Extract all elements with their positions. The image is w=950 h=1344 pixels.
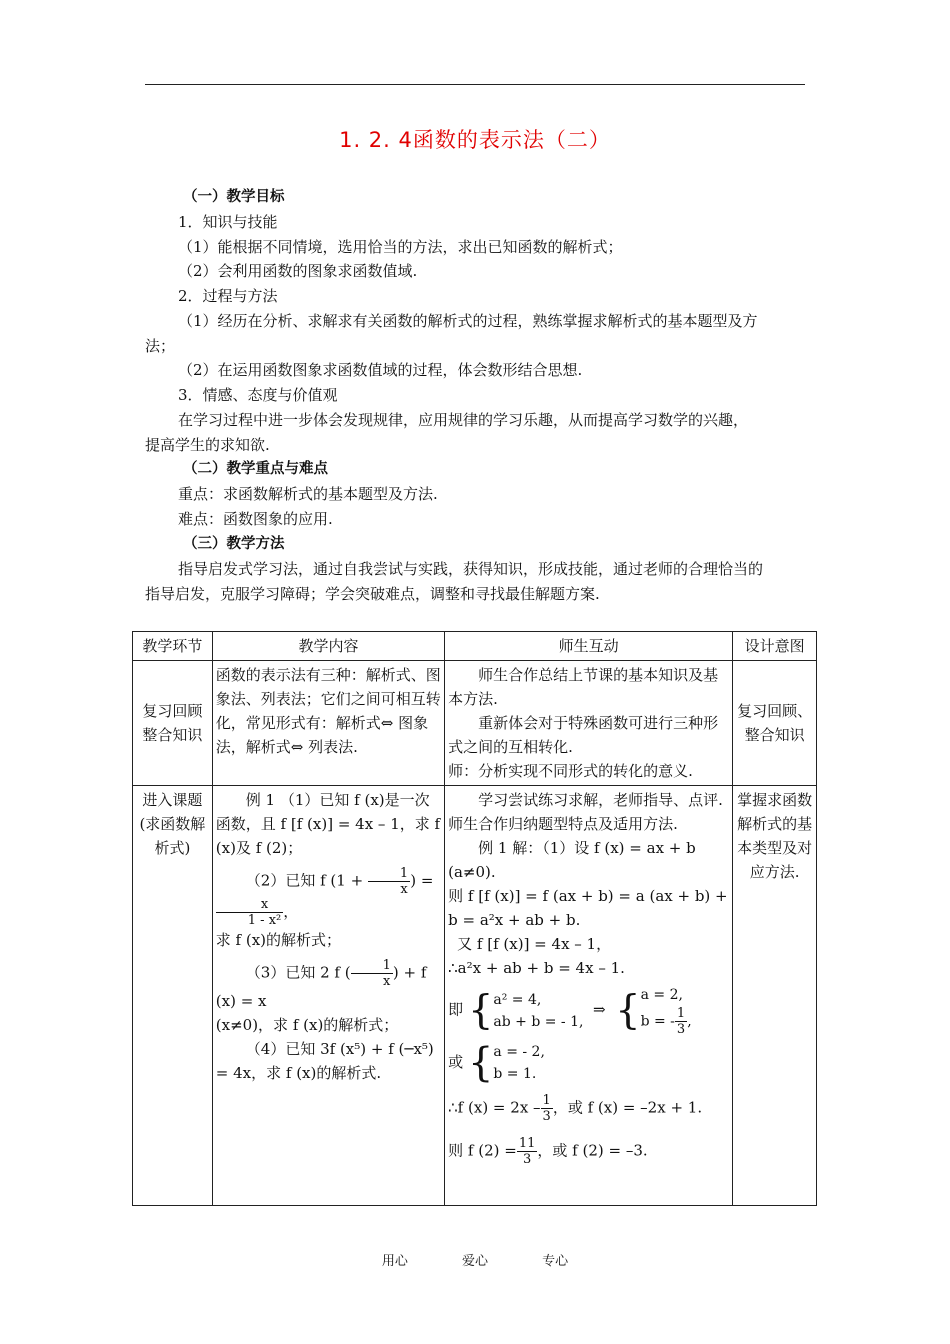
equation: a = - 2, (493, 1044, 545, 1060)
solution-line: 则 f [f (x)] = f (ax + b) = a (ax + b) + b = a²x + ab + b. (448, 887, 728, 929)
fraction-num: x (216, 897, 283, 913)
interaction-cell (445, 786, 733, 1206)
math-text: （2）已知 f (1 + (245, 871, 368, 890)
text-line: 3．情感、态度与价值观 (178, 386, 338, 404)
interaction-text: 师生合作总结上节课的基本知识及基本方法. (448, 666, 719, 708)
footer-text: 用心 (381, 1254, 408, 1269)
fraction-num: 1 (351, 958, 393, 974)
table-header: 教学内容 (212, 632, 444, 661)
example-3 (216, 958, 441, 1013)
left-brace-icon: { (615, 987, 641, 1034)
math-text: （3）已知 2 f ( (245, 963, 351, 982)
text-line: （2）会利用函数的图象求函数值域. (178, 262, 418, 280)
example-4: （4）已知 3f (x⁵) + f (─x⁵) = 4x，求 f (x)的解析式. (215, 1040, 434, 1082)
left-brace-icon: { (467, 987, 494, 1034)
math-text: ， (283, 902, 299, 921)
math-text: ) + f (x) = x (215, 963, 427, 1010)
text-line: 2．过程与方法 (178, 287, 278, 305)
solution-line: 又 f [f (x)] = 4x – 1， (457, 935, 612, 953)
math-text: 或 (448, 1053, 464, 1071)
fraction-den: x (400, 882, 408, 897)
fraction-den: 1 - x² (247, 913, 282, 928)
text-line: 重点：求函数解析式的基本题型及方法. (178, 485, 438, 503)
math-text: 即 (448, 1000, 464, 1019)
table-header: 教学环节 (133, 632, 213, 661)
table-header: 设计意图 (733, 632, 817, 661)
text-line: 法； (145, 337, 176, 355)
solution-line (448, 1093, 729, 1124)
equation-system (493, 989, 583, 1033)
math-text: , (687, 1013, 692, 1030)
fraction-num: 1 (368, 866, 410, 882)
interaction-text: 重新体会对于特殊函数可进行三种形式之间的互相转化. (448, 714, 719, 756)
example-2 (216, 866, 441, 928)
text-line: （2）在运用函数图象求函数值域的过程，体会数形结合思想. (178, 361, 583, 379)
lesson-table (132, 631, 817, 1206)
fraction (675, 1006, 687, 1037)
table-row (133, 786, 817, 1206)
top-rule (145, 84, 805, 85)
interaction-text: 学习尝试练习求解，老师指导、点评. 师生合作归纳题型特点及适用方法. (448, 791, 723, 833)
fraction-num: 11 (518, 1136, 536, 1151)
equation: a² = 4, (493, 991, 542, 1008)
equation: a = 2, (640, 987, 683, 1003)
text-line: 指导启发，克服学习障碍；学会突破难点，调整和寻找最佳解题方案. (145, 585, 600, 603)
fraction-num: 1 (542, 1093, 551, 1108)
example-3-tail: (x≠0)，求 f (x)的解析式； (215, 1016, 399, 1034)
implies-arrow: ⇒ (593, 1000, 606, 1019)
table-row (133, 661, 817, 786)
math-text: ，或 f (2) = –3. (537, 1141, 648, 1160)
content-cell (212, 786, 444, 1206)
solution-line: ∴a²x + ab + b = 4x – 1. (448, 959, 625, 977)
fraction (517, 1136, 538, 1167)
example-2-tail: 求 f (x)的解析式； (215, 931, 342, 949)
solution-line (448, 1136, 729, 1167)
fraction (541, 1093, 553, 1124)
math-text: ，或 f (x) = –2x + 1. (552, 1098, 703, 1117)
equation-system (641, 984, 692, 1037)
equation-system (493, 1041, 545, 1085)
fraction-den: 3 (522, 1152, 532, 1167)
math-text: 则 f (2) = (448, 1141, 517, 1160)
content-cell: 函数的表示法有三种：解析式、图象法、列表法；它们之间可相互转化，常见形式有：解析式⇔ 图象法，解析式⇔ 列表法. (212, 661, 444, 786)
page-title: 1. 2. 4函数的表示法（二） (339, 128, 611, 152)
text-line: 提高学生的求知欲. (145, 436, 270, 454)
fraction-num: 1 (676, 1006, 686, 1021)
text-line: 指导启发式学习法，通过自我尝试与实践，获得知识，形成技能，通过老师的合理恰当的 (178, 560, 764, 578)
left-brace-icon: { (467, 1040, 494, 1086)
text-line: （1）经历在分析、求解求有关函数的解析式的过程，熟练掌握求解析式的基本题型及方 (178, 312, 758, 330)
fraction-den: x (383, 974, 391, 989)
equation: b = - (640, 1013, 675, 1030)
section-heading-keypoints: （二）教学重点与难点 (183, 461, 328, 477)
interaction-text: 师：分析实现不同形式的转化的意义. (448, 762, 693, 780)
intent-cell: 掌握求函数解析式的基本类型及对应方法. (733, 786, 817, 1206)
solution-system (448, 1041, 729, 1085)
table-header-row (133, 632, 817, 661)
fraction (351, 958, 393, 989)
math-text: ) = (410, 871, 434, 890)
table-header: 师生互动 (445, 632, 733, 661)
equation: ab + b = - 1, (493, 1013, 584, 1030)
text-line: 1．知识与技能 (178, 213, 278, 231)
fraction-den: 3 (676, 1022, 686, 1037)
fraction (368, 866, 410, 897)
intent-cell: 复习回顾、整合知识 (733, 661, 817, 786)
stage-cell: 复习回顾整合知识 (133, 661, 213, 786)
solution-line: 例 1 解：（1）设 f (x) = ax + b (a≠0). (448, 839, 696, 881)
text-line: 在学习过程中进一步体会发现规律，应用规律的学习乐趣，从而提高学习数学的兴趣， (178, 411, 749, 429)
solution-system (448, 984, 729, 1037)
stage-cell: 进入课题(求函数解析式) (133, 786, 213, 1206)
text-line: （1）能根据不同情境，选用恰当的方法，求出已知函数的解析式； (178, 238, 623, 256)
section-heading-objectives: （一）教学目标 (183, 189, 285, 205)
fraction-den: 3 (542, 1109, 551, 1124)
equation: b = 1. (493, 1066, 537, 1082)
section-heading-method: （三）教学方法 (183, 536, 285, 552)
footer-text: 爱心 (461, 1254, 488, 1269)
footer-text: 专心 (542, 1254, 569, 1269)
example-1: 例 1 （1）已知 f (x)是一次函数，且 f [f (x)] = 4x – 1，求 f (x)及 f (2)； (215, 791, 441, 857)
text-line: 难点：函数图象的应用. (178, 510, 333, 528)
page-footer (0, 1250, 950, 1269)
fraction (216, 897, 283, 928)
math-text: ∴f (x) = 2x – (448, 1098, 541, 1117)
interaction-cell (445, 661, 733, 786)
